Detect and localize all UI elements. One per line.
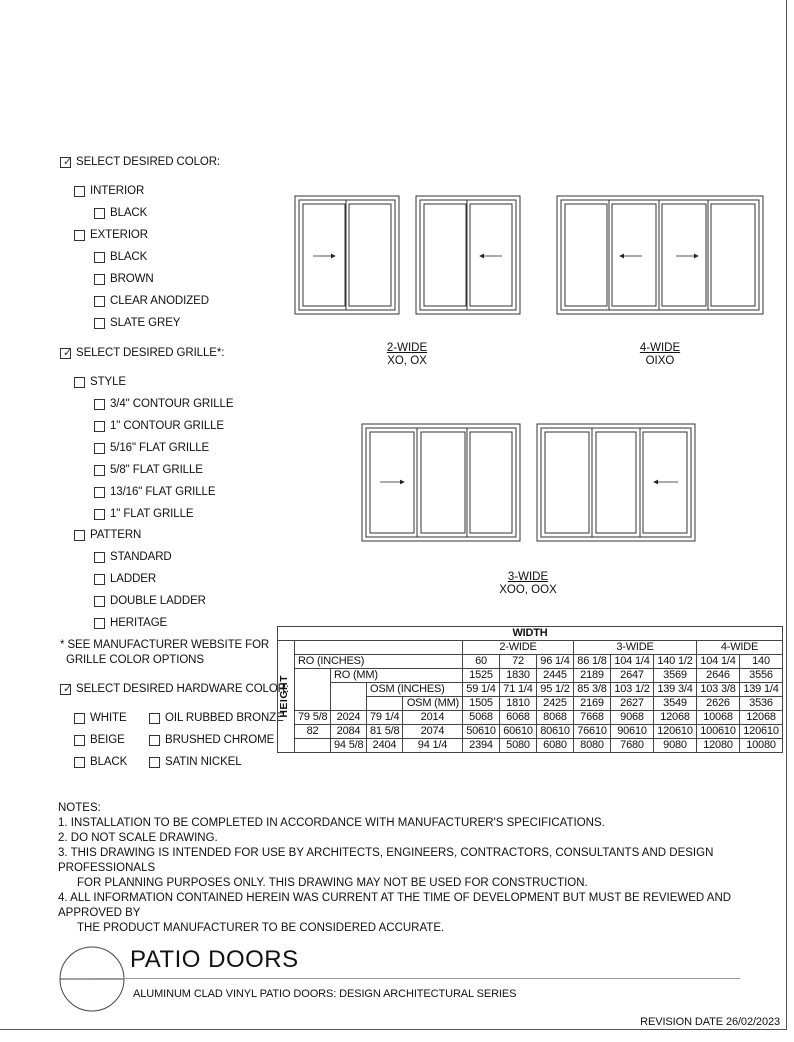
hardware-black-label: BLACK xyxy=(90,756,128,768)
table-cell: 72 xyxy=(500,655,537,669)
note-item: FOR PLANNING PURPOSES ONLY. THIS DRAWING MAY NOT BE USED FOR CONSTRUCTION. xyxy=(77,877,588,889)
caption-3wide-title: 3-WIDE xyxy=(507,571,549,583)
check-icon: ✓ xyxy=(63,682,73,695)
exterior-brown-label: BROWN xyxy=(110,273,154,285)
pattern-option-checkbox[interactable] xyxy=(94,618,105,629)
table-cell: 2014 xyxy=(403,711,463,725)
table-row xyxy=(278,669,783,683)
title-rule xyxy=(92,978,740,979)
table-cell: 71 1/4 xyxy=(500,683,537,697)
osm-inches-label: OSM (INCHES) xyxy=(367,683,463,697)
caption-2wide-codes: XO, OX xyxy=(387,355,427,367)
osm-mm-label: OSM (MM) xyxy=(403,697,463,711)
table-cell: 90610 xyxy=(611,725,654,739)
table-cell: 9068 xyxy=(611,711,654,725)
hardware-brushed-chrome-label: BRUSHED CHROME xyxy=(165,734,275,746)
revision-date: REVISION DATE 26/02/2023 xyxy=(640,1016,780,1028)
caption-2wide-title: 2-WIDE xyxy=(386,342,428,354)
table-row xyxy=(278,725,783,739)
caption-2wide xyxy=(357,342,457,368)
size-table xyxy=(277,626,783,753)
hardware-heading-row xyxy=(60,683,289,695)
hardware-black-checkbox[interactable] xyxy=(74,757,85,768)
table-cell: 60610 xyxy=(500,725,537,739)
hardware-satin-nickel-label: SATIN NICKEL xyxy=(165,756,242,768)
table-cell: 2394 xyxy=(463,739,500,753)
table-cell: 9080 xyxy=(654,739,697,753)
pattern-option-label: LADDER xyxy=(110,573,157,585)
exterior-clear-anodized-label: CLEAR ANODIZED xyxy=(110,295,209,307)
table-row xyxy=(278,655,783,669)
table-cell: 104 1/4 xyxy=(611,655,654,669)
table-cell: 3556 xyxy=(740,669,783,683)
table-cell: 3536 xyxy=(740,697,783,711)
table-row xyxy=(278,641,783,655)
table-cell xyxy=(331,697,367,711)
interior-label: INTERIOR xyxy=(90,185,145,197)
table-row xyxy=(278,697,783,711)
table-cell: 140 1/2 xyxy=(654,655,697,669)
door-3wide-oox xyxy=(537,424,695,541)
table-cell xyxy=(295,641,463,655)
table-row xyxy=(278,683,783,697)
width-header: WIDTH xyxy=(278,627,783,641)
table-cell: 3549 xyxy=(654,697,697,711)
style-option-label: 3/4" CONTOUR GRILLE xyxy=(110,398,234,410)
table-cell: 96 1/4 xyxy=(537,655,574,669)
style-option-label: 1" FLAT GRILLE xyxy=(110,508,194,520)
table-cell: 60 xyxy=(463,655,500,669)
hardware-beige-checkbox[interactable] xyxy=(74,735,85,746)
table-cell: 8080 xyxy=(574,739,611,753)
door-2wide-ox xyxy=(416,196,520,314)
table-cell xyxy=(295,669,331,683)
table-cell: 120610 xyxy=(654,725,697,739)
table-cell: 50610 xyxy=(463,725,500,739)
table-row xyxy=(278,711,783,725)
style-option-label: 1" CONTOUR GRILLE xyxy=(110,420,225,432)
hardware-satin-nickel-checkbox[interactable] xyxy=(149,757,160,768)
note-item: THE PRODUCT MANUFACTURER TO BE CONSIDERED ACCURATE. xyxy=(77,922,445,934)
caption-4wide-title: 4-WIDE xyxy=(639,342,681,354)
height-header-cell xyxy=(278,641,295,753)
style-option-label: 5/8" FLAT GRILLE xyxy=(110,464,203,476)
note-item: 3. THIS DRAWING IS INTENDED FOR USE BY ARCHITECTS, ENGINEERS, CONTRACTORS, CONSULTANTS AND DESIGN PROFESSIONALS xyxy=(58,847,714,874)
group-3wide-header: 3-WIDE xyxy=(574,641,697,655)
table-cell: 2425 xyxy=(537,697,574,711)
table-cell: 6080 xyxy=(537,739,574,753)
hardware-oil-rubbed-bronze-checkbox[interactable] xyxy=(149,713,160,724)
table-cell: 7680 xyxy=(611,739,654,753)
table-cell: 2074 xyxy=(403,725,463,739)
table-cell: 10068 xyxy=(697,711,740,725)
table-cell xyxy=(295,683,331,697)
hardware-option-row xyxy=(149,712,284,724)
title-circle-icon xyxy=(58,945,128,1015)
hardware-heading-checkbox[interactable] xyxy=(60,684,71,695)
table-cell: 82 xyxy=(295,725,331,739)
table-cell: 12068 xyxy=(654,711,697,725)
table-cell: 2445 xyxy=(537,669,574,683)
table-cell: 59 1/4 xyxy=(463,683,500,697)
table-cell: 2646 xyxy=(697,669,740,683)
table-cell: 2404 xyxy=(367,739,403,753)
table-cell: 10080 xyxy=(740,739,783,753)
table-cell: 104 1/4 xyxy=(697,655,740,669)
style-option-label: 5/16" FLAT GRILLE xyxy=(110,442,210,454)
pattern-label: PATTERN xyxy=(90,529,142,541)
table-cell: 1810 xyxy=(500,697,537,711)
table-cell: 94 5/8 xyxy=(331,739,367,753)
hardware-option-row xyxy=(149,756,242,768)
caption-3wide xyxy=(478,571,578,597)
page-subtitle: ALUMINUM CLAD VINYL PATIO DOORS: DESIGN ARCHITECTURAL SERIES xyxy=(133,988,517,1000)
hardware-option-row xyxy=(74,712,127,724)
table-cell: 2169 xyxy=(574,697,611,711)
table-cell xyxy=(295,739,331,753)
exterior-black-label: BLACK xyxy=(110,251,148,263)
table-cell: 12080 xyxy=(697,739,740,753)
exterior-label: EXTERIOR xyxy=(90,229,148,241)
hardware-white-label: WHITE xyxy=(90,712,127,724)
check-icon: ✓ xyxy=(63,346,73,359)
pattern-option-label: DOUBLE LADDER xyxy=(110,595,206,607)
table-cell: 100610 xyxy=(697,725,740,739)
ro-mm-label: RO (MM) xyxy=(331,669,463,683)
door-3wide-xoo xyxy=(362,424,520,541)
table-cell: 6068 xyxy=(500,711,537,725)
table-cell: 12068 xyxy=(740,711,783,725)
grille-footnote-line2: GRILLE COLOR OPTIONS xyxy=(66,654,204,666)
table-cell xyxy=(367,697,403,711)
table-cell: 80610 xyxy=(537,725,574,739)
table-cell: 76610 xyxy=(574,725,611,739)
grille-footnote-line1: * SEE MANUFACTURER WEBSITE FOR xyxy=(60,639,270,651)
table-cell xyxy=(295,697,331,711)
table-cell: 7668 xyxy=(574,711,611,725)
color-heading: SELECT DESIRED COLOR: xyxy=(76,156,221,168)
table-cell: 1525 xyxy=(463,669,500,683)
table-cell: 2024 xyxy=(331,711,367,725)
table-cell: 95 1/2 xyxy=(537,683,574,697)
style-option-label: 13/16" FLAT GRILLE xyxy=(110,486,216,498)
notes-heading: NOTES: xyxy=(58,802,101,814)
table-row xyxy=(278,627,783,641)
caption-4wide xyxy=(610,342,710,368)
table-cell: 2626 xyxy=(697,697,740,711)
hardware-option-row xyxy=(74,734,125,746)
interior-black-label: BLACK xyxy=(110,207,148,219)
height-header: HEIGHT xyxy=(278,675,290,718)
hardware-option-row xyxy=(149,734,274,746)
note-item: 2. DO NOT SCALE DRAWING. xyxy=(58,832,218,844)
table-cell: 120610 xyxy=(740,725,783,739)
pattern-option-row xyxy=(94,617,167,629)
hardware-oil-rubbed-bronze-label: OIL RUBBED BRONZE xyxy=(165,712,284,724)
hardware-heading: SELECT DESIRED HARDWARE COLOR: xyxy=(76,683,289,695)
notes-block xyxy=(58,801,794,936)
table-cell: 139 1/4 xyxy=(740,683,783,697)
table-cell: 3569 xyxy=(654,669,697,683)
table-cell: 2627 xyxy=(611,697,654,711)
table-cell: 140 xyxy=(740,655,783,669)
table-cell xyxy=(331,683,367,697)
table-cell: 2189 xyxy=(574,669,611,683)
group-2wide-header: 2-WIDE xyxy=(463,641,574,655)
door-2wide-xo xyxy=(295,196,399,314)
exterior-slate-grey-label: SLATE GREY xyxy=(110,317,181,329)
style-label: STYLE xyxy=(90,376,126,388)
hardware-option-row xyxy=(74,756,127,768)
group-4wide-header: 4-WIDE xyxy=(697,641,783,655)
table-cell: 2647 xyxy=(611,669,654,683)
note-item: 1. INSTALLATION TO BE COMPLETED IN ACCORDANCE WITH MANUFACTURER'S SPECIFICATIONS. xyxy=(58,817,605,829)
hardware-brushed-chrome-checkbox[interactable] xyxy=(149,735,160,746)
pattern-option-label: HERITAGE xyxy=(110,617,168,629)
table-cell: 1830 xyxy=(500,669,537,683)
table-cell: 86 1/8 xyxy=(574,655,611,669)
table-cell: 1505 xyxy=(463,697,500,711)
table-row xyxy=(278,739,783,753)
table-cell: 103 1/2 xyxy=(611,683,654,697)
table-cell: 5080 xyxy=(500,739,537,753)
page-title: PATIO DOORS xyxy=(130,946,299,973)
caption-4wide-codes: OIXO xyxy=(645,355,675,367)
door-4wide-oixo xyxy=(557,196,763,314)
table-cell: 2084 xyxy=(331,725,367,739)
pattern-option-label: STANDARD xyxy=(110,551,172,563)
table-cell: 79 1/4 xyxy=(367,711,403,725)
table-cell: 79 5/8 xyxy=(295,711,331,725)
ro-inches-label: RO (INCHES) xyxy=(295,655,463,669)
check-icon: ✓ xyxy=(63,155,73,168)
hardware-beige-label: BEIGE xyxy=(90,734,125,746)
grille-heading: SELECT DESIRED GRILLE*: xyxy=(76,347,225,359)
note-item: 4. ALL INFORMATION CONTAINED HEREIN WAS CURRENT AT THE TIME OF DEVELOPMENT BUT MUST BE REVIEWED AND APPROVED BY xyxy=(58,892,732,919)
table-cell: 103 3/8 xyxy=(697,683,740,697)
table-cell: 5068 xyxy=(463,711,500,725)
caption-3wide-codes: XOO, OOX xyxy=(499,584,557,596)
hardware-white-checkbox[interactable] xyxy=(74,713,85,724)
table-cell: 8068 xyxy=(537,711,574,725)
table-cell: 139 3/4 xyxy=(654,683,697,697)
table-cell: 81 5/8 xyxy=(367,725,403,739)
table-cell: 85 3/8 xyxy=(574,683,611,697)
table-cell: 94 1/4 xyxy=(403,739,463,753)
